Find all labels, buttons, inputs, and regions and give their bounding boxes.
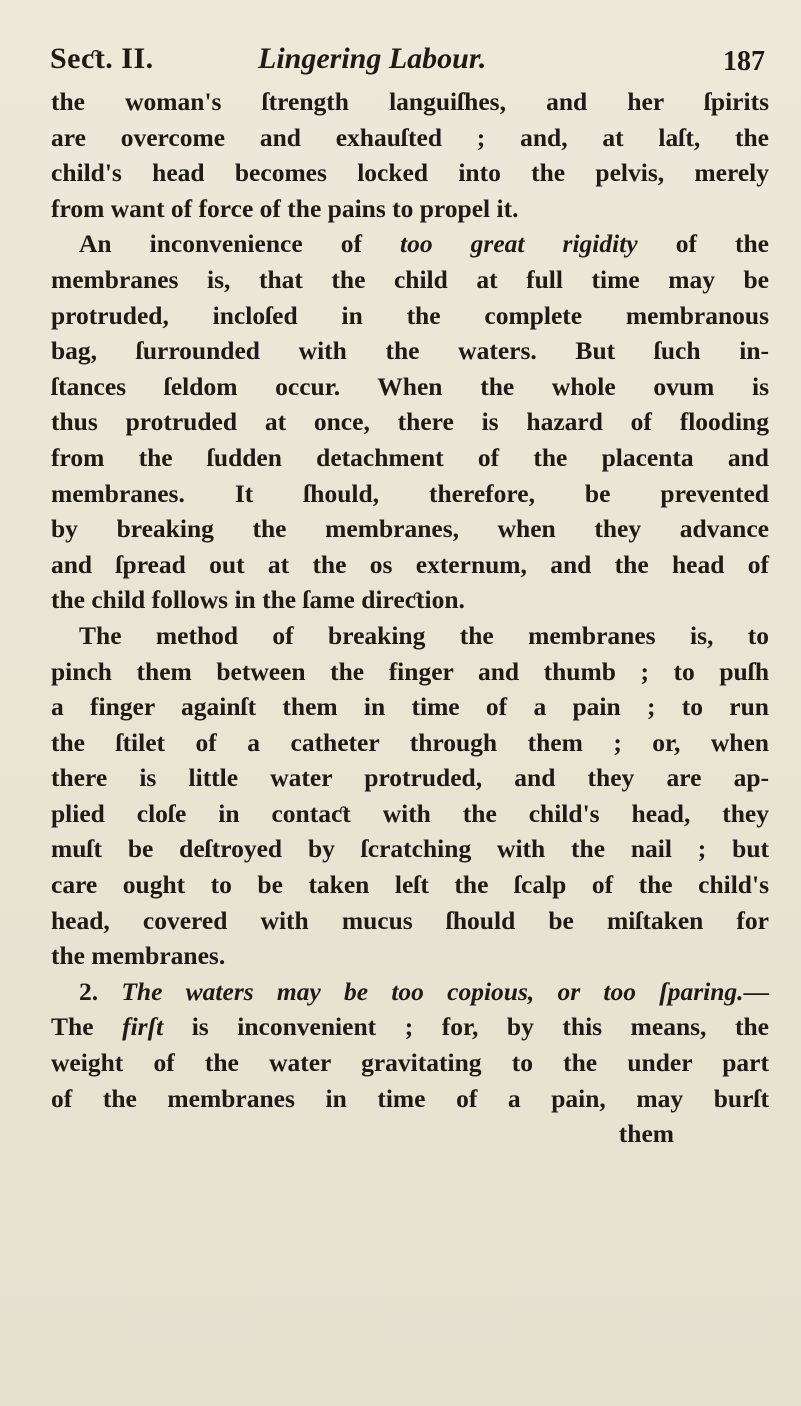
text-line: thus protruded at once, there is hazard of flooding (51, 407, 769, 437)
emphasis-text: firſt (122, 1012, 164, 1042)
emphasis-text: The waters may be too copious, or too ſparing. (121, 976, 744, 1006)
section-label: Seƈt. II. (50, 42, 154, 75)
text-line: care ought to be taken leſt the ſcalp of the child's (51, 870, 769, 900)
text-line: a finger againſt them in time of a pain ; to run (51, 692, 769, 722)
text-line: are overcome and exhauſted ; and, at laſt, the (51, 122, 769, 152)
text-line: of the membranes in time of a pain, may burſt (51, 1083, 769, 1113)
text-line: The method of breaking the membranes is, to (79, 620, 769, 650)
text-line: and ſpread out at the os externum, and the head of (51, 549, 769, 579)
text-segment: — (743, 976, 770, 1006)
text-segment: of the (637, 229, 769, 259)
text-line: weight of the water gravitating to the under part (51, 1048, 769, 1078)
catchword: them (618, 1119, 674, 1149)
text-line (51, 974, 769, 1010)
running-header (50, 42, 765, 82)
text-line: head, covered with mucus ſhould be miſtaken for (51, 905, 769, 935)
text-line: from the ſudden detachment of the placenta and (51, 442, 769, 472)
text-line: membranes. It ſhould, therefore, be prevented (51, 478, 769, 508)
text-line (51, 1009, 769, 1045)
text-line: by breaking the membranes, when they advance (51, 514, 769, 544)
page-number: 187 (723, 46, 765, 77)
text-line: muſt be deſtroyed by ſcratching with the nail ; but (51, 834, 769, 864)
text-line: protruded, incloſed in the complete membranous (51, 300, 769, 330)
text-line: membranes is, that the child at full time may be (51, 264, 769, 294)
text-line: the ſtilet of a catheter through them ; or, when (51, 727, 769, 757)
text-segment: An inconvenience of (79, 229, 401, 259)
running-title: Lingering Labour. (258, 42, 487, 75)
text-line: there is little water protruded, and they are ap- (51, 763, 769, 793)
list-number: 2. (79, 976, 122, 1006)
text-line: plied cloſe in contaƈt with the child's head, they (51, 798, 769, 828)
text-line: the membranes. (51, 941, 226, 971)
emphasis-text: too great rigidity (400, 229, 638, 259)
text-line: the child follows in the ſame direƈtion. (51, 585, 465, 615)
text-line: the woman's ſtrength languiſhes, and her ſpirits (51, 87, 769, 116)
text-line (51, 226, 769, 262)
text-line: child's head becomes locked into the pelvis, merely (51, 158, 769, 188)
text-line: from want of force of the pains to propel it. (51, 193, 519, 223)
text-segment: The (51, 1012, 123, 1042)
text-segment: is inconvenient ; for, by this means, the (163, 1012, 769, 1042)
text-line: bag, ſurrounded with the waters. But ſuch in- (51, 336, 769, 366)
body-text (51, 84, 769, 1152)
text-line: pinch them between the finger and thumb ; to puſh (51, 656, 769, 686)
text-line: ſtances ſeldom occur. When the whole ovum is (51, 371, 769, 401)
